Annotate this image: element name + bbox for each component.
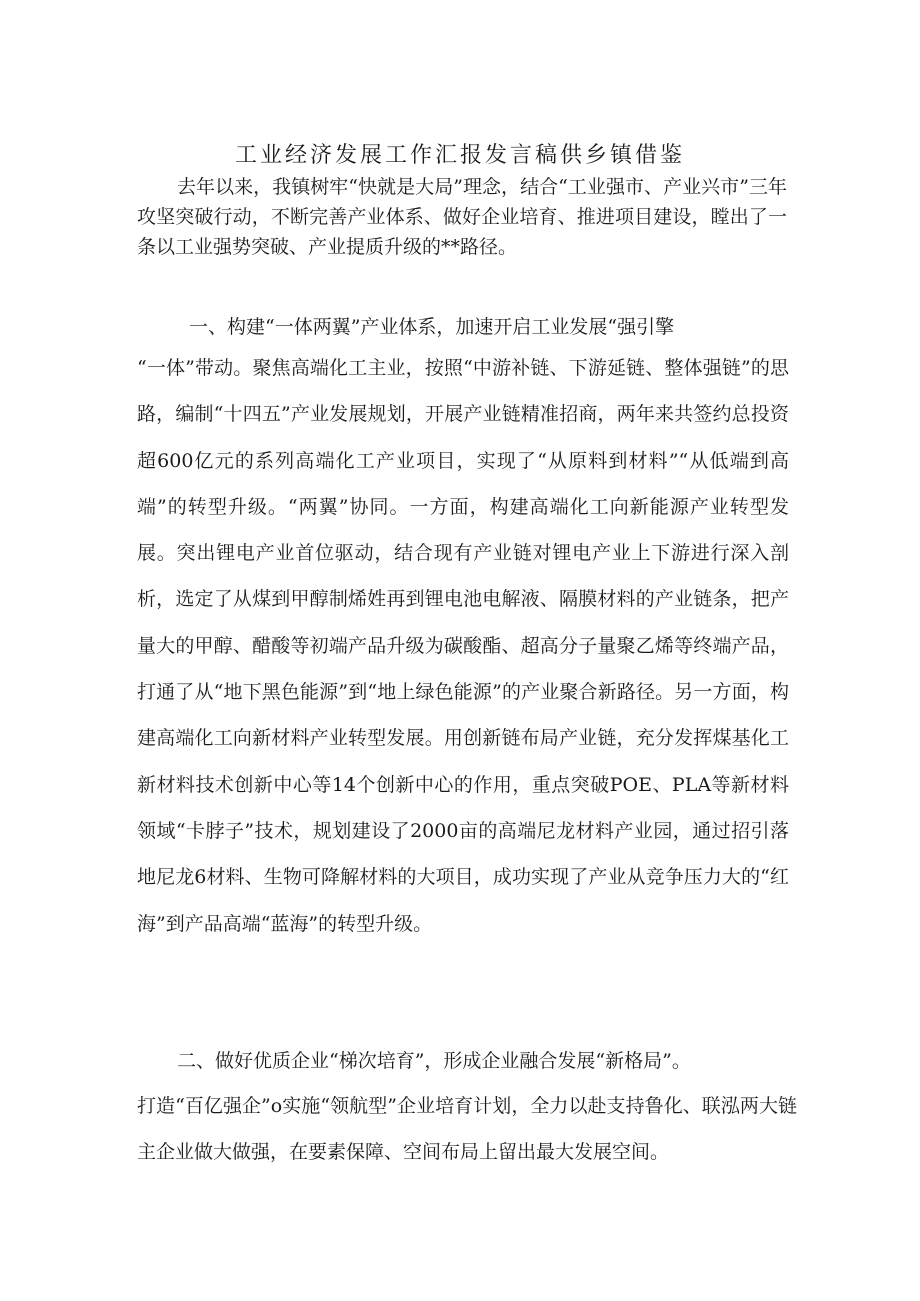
- section1-body: “一体”带动。聚焦高端化工主业，按照“中游补链、下游延链、整体强链”的思路，编制“十四五”产业发展规划，开展产业链精准招商，两年来共签约总投资超600亿元的系列高端化工产业项目，实现了“从原料到材料”“从低端到高端”的转型升级。“两翼”协同。一方面，构建高端化工向新能源产业转型发展。突出锂电产业首位驱动，结合现有产业链对锂电产业上下游进行深入剖析，选定了从煤到甲醇制烯姓再到锂电池电解液、隔膜材料的产业链条，把产量大的甲醇、醋酸等初端产品升级为碳酸酯、超高分子量聚乙烯等终端产品，打通了从“地下黑色能源”到“地上绿色能源”的产业聚合新路径。另一方面，构建高端化工向新材料产业转型发展。用创新链布局产业链，充分发挥煤基化工新材料技术创新中心等14个创新中心的作用，重点突破POE、PLA等新材料领域“卡脖子”技术，规划建设了2000亩的高端尼龙材料产业园，通过招引落地尼龙6材料、生物可降解材料的大项目，成功实现了产业从竞争压力大的“红海”到产品高端“蓝海”的转型升级。: [137, 357, 789, 935]
- section1-heading: 一、构建“一体两翼”产业体系，加速开启工业发展“强引擎: [189, 316, 675, 338]
- intro-paragraph: 去年以来，我镇树牢“快就是大局”理念，结合“工业强市、产业兴市”三年攻坚突破行动，不断完善产业体系、做好企业培育、推进项目建设，瞠出了一条以工业强势突破、产业提质升级的**路径。: [137, 176, 787, 258]
- section2-body: 打造“百亿强企”o实施“领航型”企业培育计划，全力以赴支持鲁化、联泓两大链主企业做大做强，在要素保障、空间布局上留出最大发展空间。: [137, 1095, 797, 1164]
- section2-heading: 二、做好优质企业“梯次培育”，形成企业融合发展“新格局”。: [177, 1050, 691, 1072]
- document-title: 工业经济发展工作汇报发言稿供乡镇借鉴: [234, 143, 685, 168]
